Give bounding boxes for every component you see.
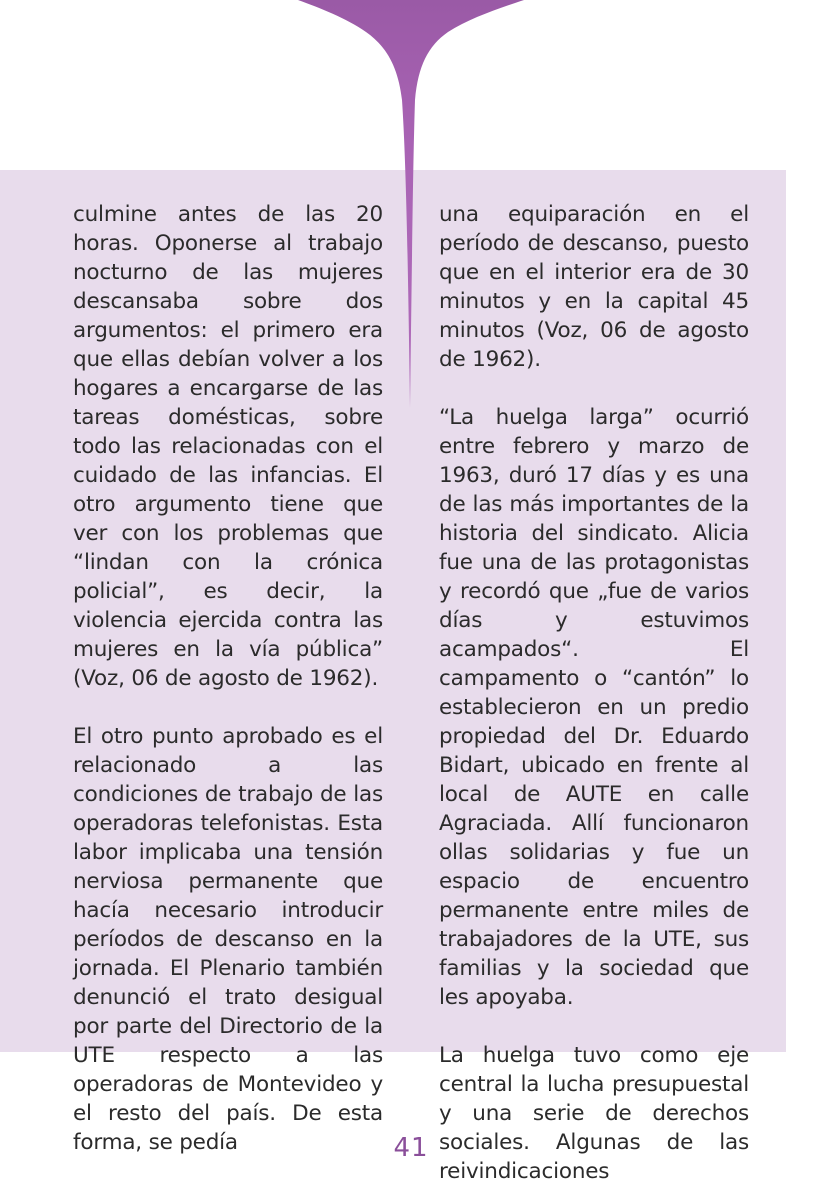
left-paragraph-2: El otro punto aprobado es el relacionado a las condiciones de trabajo de las operadoras telefonistas. Esta labor implicaba una tensión nerviosa permanente que hacía necesario introducir períodos de descanso en la jornada. El Plenario también denunció el trato desigual por parte del Directorio de la UTE respecto a las operadoras de Montevideo y el resto del país. De esta forma, se pedía — [73, 724, 383, 1155]
right-paragraph-3: La huelga tuvo como eje central la lucha presupuestal y una serie de derechos sociales. Algunas de las reivindicaciones — [439, 1043, 749, 1184]
left-paragraph-1: culmine antes de las 20 horas. Oponerse al trabajo nocturno de las mujeres descansaba sobre dos argumentos: el primero era que ellas debían volver a los hogares a encargarse de las tareas domésticas, sobre todo las relacionadas con el cuidado de las infancias. El otro argumento tiene que ver con los problemas que “lindan con la crónica policial”, es decir, la violencia ejercida contra las mujeres en la vía pública” (Voz, 06 de agosto de 1962). — [73, 202, 383, 691]
right-text-column — [439, 200, 749, 1186]
page-number: 41 — [393, 1133, 429, 1163]
left-text-column — [73, 200, 383, 1157]
right-paragraph-1: una equiparación en el período de descanso, puesto que en el interior era de 30 minutos y en la capital 45 minutos (Voz, 06 de agosto de 1962). — [439, 202, 749, 372]
right-paragraph-2: “La huelga larga” ocurrió entre febrero y marzo de 1963, duró 17 días y es una de las más importantes de la historia del sindicato. Alicia fue una de las protagonistas y recordó que „fue de varios días y estuvimos acampados“. El campamento o “cantón” lo establecieron en un predio propiedad del Dr. Eduardo Bidart, ubicado en frente al local de AUTE en calle Agraciada. Allí funcionaron ollas solidarias y fue un espacio de encuentro permanente entre miles de trabajadores de la UTE, sus familias y la sociedad que les apoyaba. — [439, 405, 749, 1010]
